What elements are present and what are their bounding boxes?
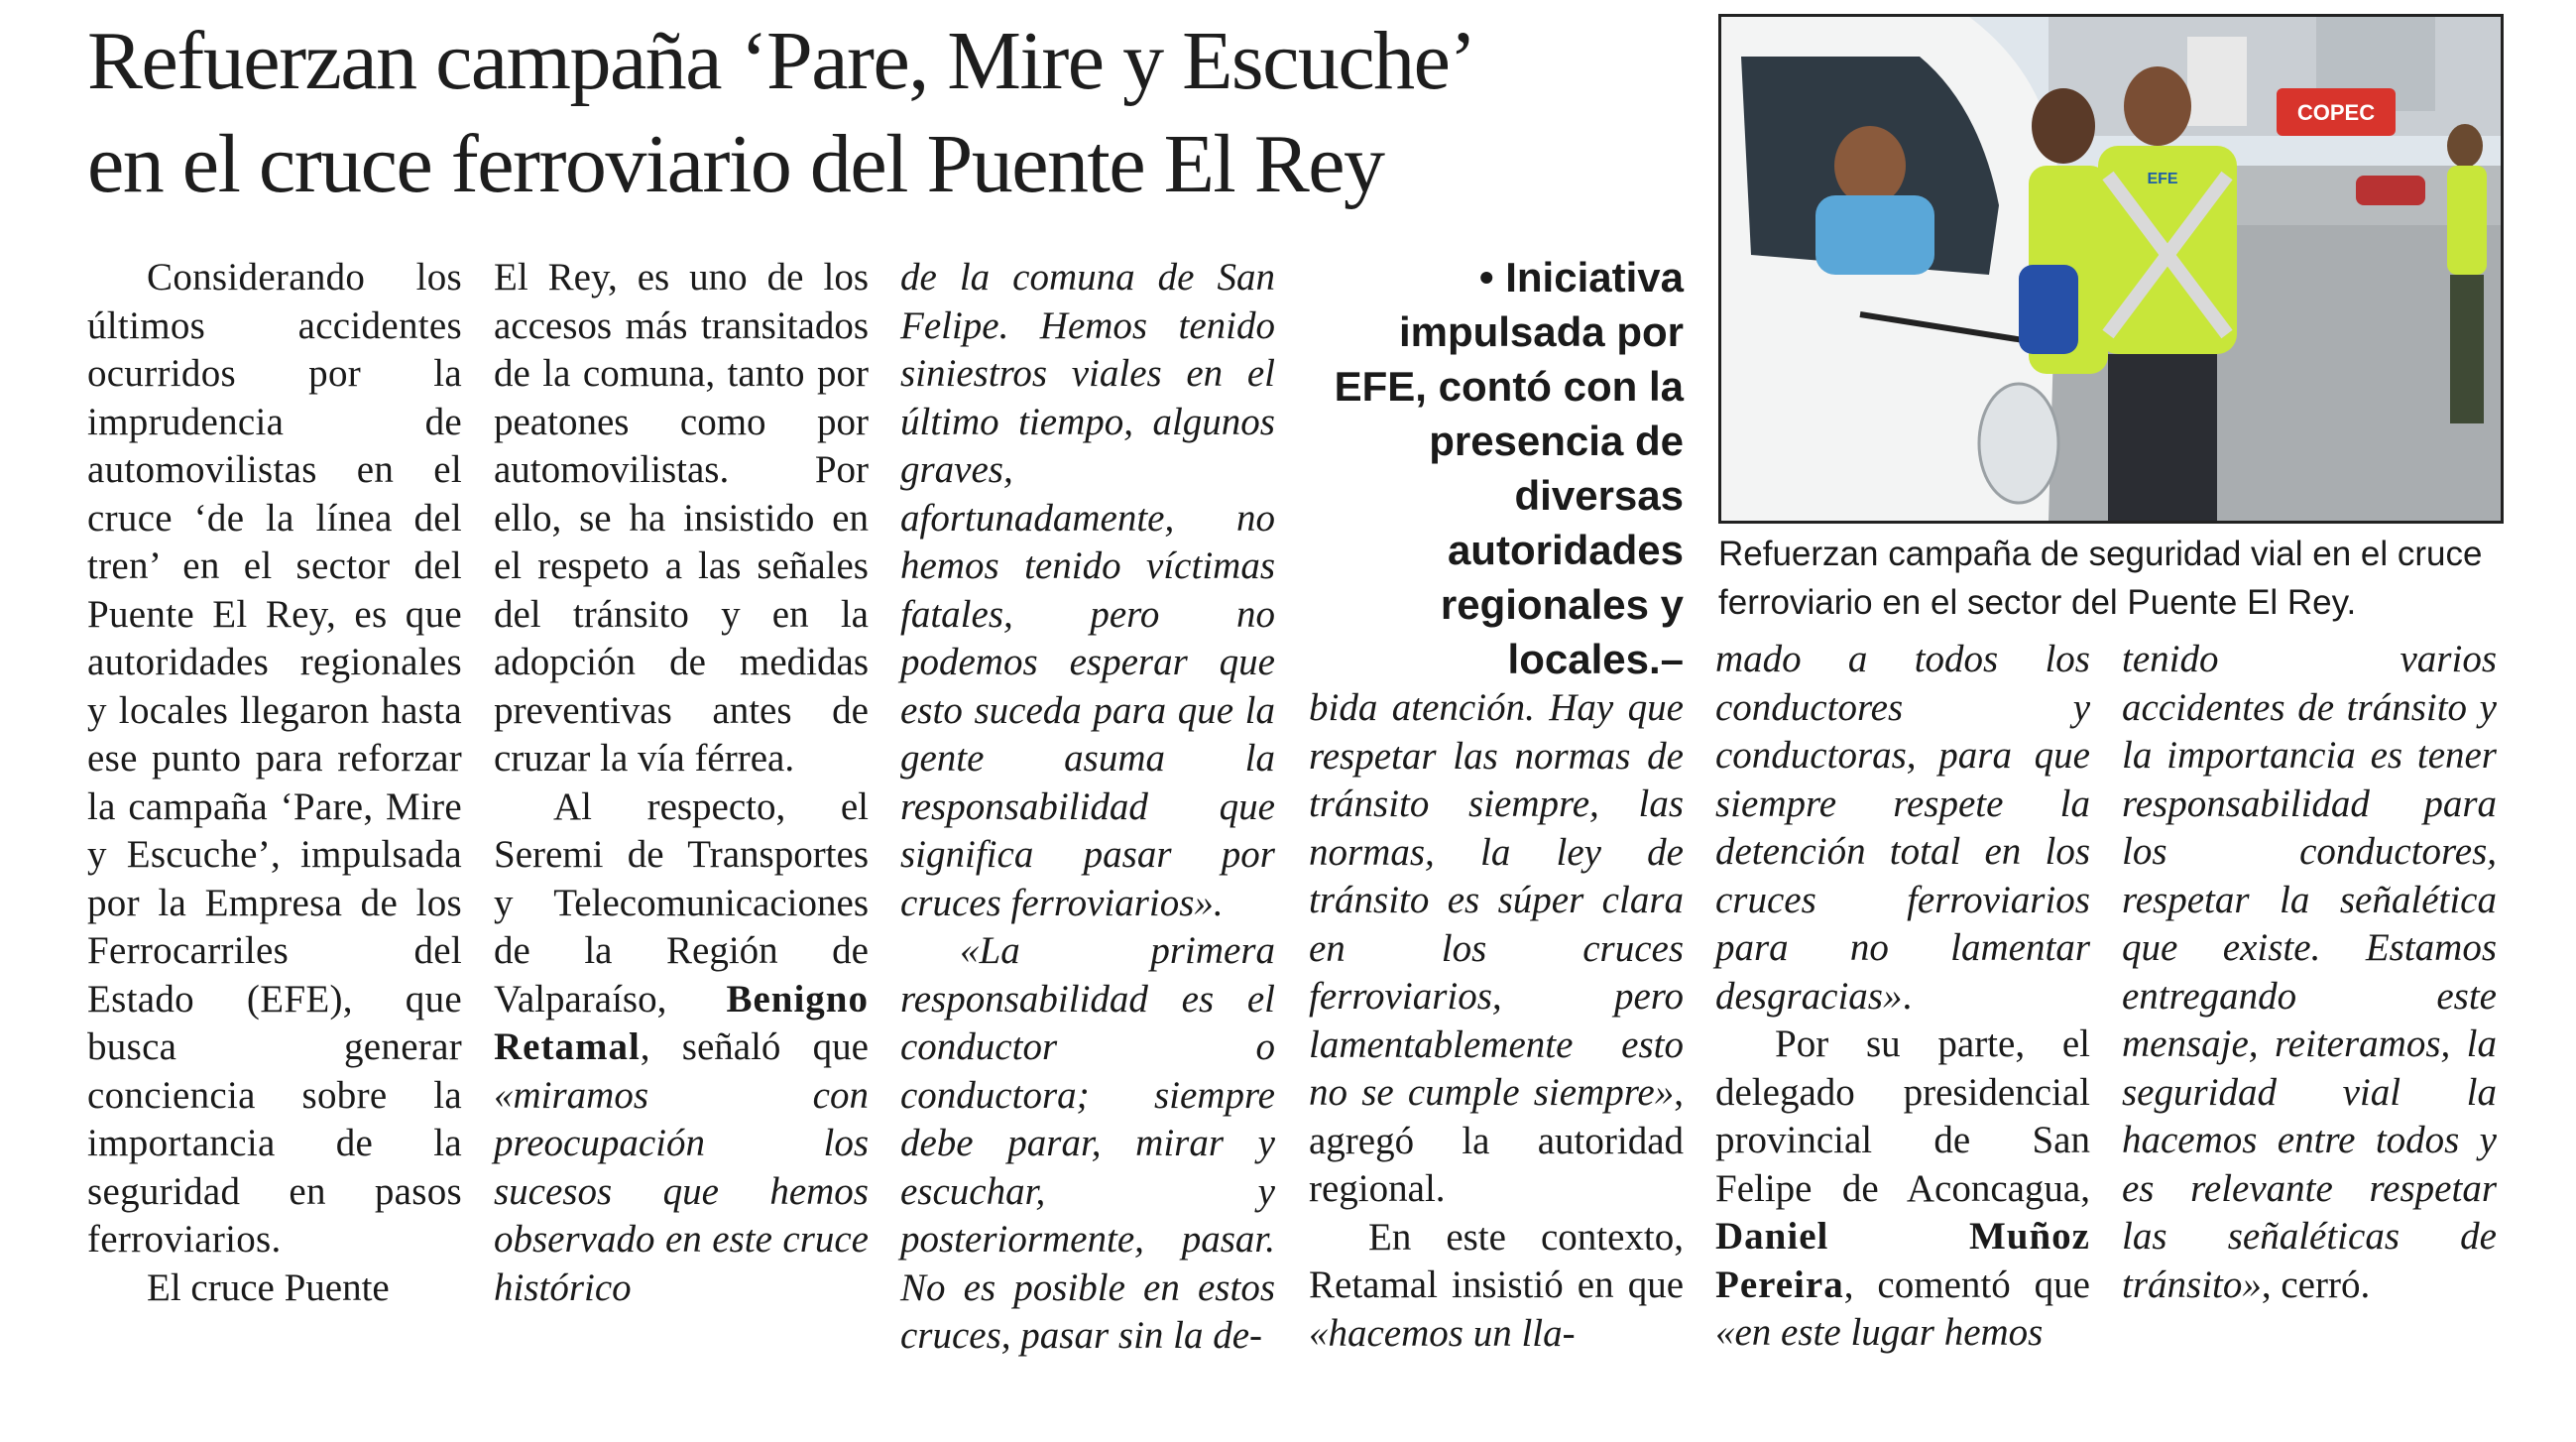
quote-text: «miramos con preocupación los sucesos que hemos observado en este cruce histórico bbox=[494, 1073, 869, 1309]
paragraph bbox=[494, 783, 869, 1313]
quote-text: «hacemos un lla- bbox=[1309, 1311, 1576, 1355]
white-car bbox=[1721, 17, 2058, 521]
person-name: Benigno Retamal bbox=[494, 977, 869, 1068]
paragraph-text: El Rey, es uno de los accesos más transitados de la comuna, tanto por peatones como por automovilistas. Por ello, se ha insistido en el respeto a las señales del tránsito y en la adopción de medidas preventivas antes de cruzar la vía férrea. bbox=[494, 256, 869, 780]
svg-text:COPEC: COPEC bbox=[2296, 100, 2376, 125]
article-column-1 bbox=[87, 254, 462, 1312]
paragraph-text: , señaló que bbox=[640, 1025, 869, 1068]
person-name: Daniel Muñoz Pereira bbox=[1715, 1215, 2090, 1306]
paragraph-text: Al respecto, el Seremi de Transportes y Telecomunicaciones de la Región de Valparaíso, bbox=[494, 784, 869, 1021]
paragraph-text: Por su parte, el delegado presidencial provincial de San Felipe de Aconcagua, bbox=[1715, 1022, 2090, 1210]
quote-text: «La primera responsabilidad es el conductor o conductora; siempre debe parar, mirar y escuchar, y posteriormente, pasar. No es posible en estos cruces, pasar sin la de- bbox=[900, 929, 1275, 1357]
quote-text: tenido varios accidentes de tránsito y la importancia es tener responsabilidad para los conductores, respetar la señalética que existe. Estamos entregando este mensaje, reiteramos, la seguridad vial la hacemos entre todos y es relevante respetar las señaléticas de tránsito» bbox=[2122, 638, 2497, 1306]
article-column-3 bbox=[900, 254, 1275, 1361]
paragraph bbox=[1715, 636, 2090, 1021]
paragraph-text: En este contexto, Retamal insistió en que bbox=[1309, 1215, 1684, 1306]
paragraph bbox=[1715, 1021, 2090, 1358]
article-column-5 bbox=[1715, 636, 2090, 1358]
headline-line-1: Refuerzan campaña ‘Pare, Mire y Escuche’ bbox=[87, 15, 1475, 107]
article-column-2 bbox=[494, 254, 869, 1312]
headline bbox=[87, 10, 1713, 216]
article-column-6 bbox=[2122, 636, 2497, 1309]
paragraph bbox=[87, 254, 462, 1264]
quote-text: mado a todos los conductores y conductoras, para que siempre respete la detención total en los cruces ferroviarios para no lamentar desgracias» bbox=[1715, 638, 2090, 1018]
paragraph-text: El cruce Puente bbox=[147, 1265, 390, 1309]
paragraph-text: , agregó la autoridad regional. bbox=[1309, 1071, 1684, 1210]
pull-quote-text: Iniciativa impulsada por EFE, contó con la presencia de diversas autoridades regionales y locales.– bbox=[1334, 254, 1684, 682]
paragraph bbox=[1309, 684, 1684, 1214]
pull-quote bbox=[1307, 250, 1684, 686]
paragraph-text: Considerando los últimos accidentes ocurridos por la imprudencia de automovilistas en el cruce ‘de la línea del tren’ en el sector del Puente El Rey, es que autoridades regionales y locales llegaron hasta ese punto para reforzar la campaña ‘Pare, Mire y Escuche’, impulsada por la Empresa de los Ferrocarriles del Estado (EFE), que busca generar conciencia sobre la importancia de la seguridad en pasos ferroviarios. bbox=[87, 256, 462, 1261]
officer-figure bbox=[2019, 88, 2108, 374]
paragraph bbox=[1309, 1214, 1684, 1359]
gas-station-sign bbox=[2277, 88, 2396, 136]
paragraph-text: . bbox=[1902, 974, 1913, 1018]
article-column-4 bbox=[1309, 684, 1684, 1358]
paragraph bbox=[87, 1264, 462, 1313]
paragraph-text: , comentó que bbox=[1843, 1262, 2090, 1306]
quote-text: de la comuna de San Felipe. Hemos tenido siniestros viales en el último tiempo, algunos graves, afortunadamente, no hemos tenido víctimas fatales, pero no podemos esperar que esto suceda para que la gente asuma la responsabilidad que significa pasar por cruces ferroviarios». bbox=[900, 256, 1275, 924]
paragraph bbox=[494, 254, 869, 783]
paragraph bbox=[2122, 636, 2497, 1309]
paragraph bbox=[900, 254, 1275, 927]
headline-line-2: en el cruce ferroviario del Puente El Rey bbox=[87, 118, 1384, 210]
quote-text: bida atención. Hay que respetar las normas de tránsito siempre, las normas, la ley de tránsito es súper clara en los cruces ferroviarios, pero lamentablemente esto no se cumple siempre» bbox=[1309, 686, 1684, 1114]
bullet-icon: • bbox=[1478, 254, 1494, 300]
quote-text: «en este lugar hemos bbox=[1715, 1311, 2044, 1354]
paragraph bbox=[900, 927, 1275, 1361]
svg-text:EFE: EFE bbox=[2147, 171, 2178, 187]
news-photo bbox=[1718, 14, 2504, 524]
paragraph-text: , cerró. bbox=[2261, 1262, 2371, 1306]
photo-caption: Refuerzan campaña de seguridad vial en el cruce ferroviario en el sector del Puente El Rey. bbox=[1718, 535, 2483, 622]
officer-figure bbox=[2447, 124, 2487, 423]
